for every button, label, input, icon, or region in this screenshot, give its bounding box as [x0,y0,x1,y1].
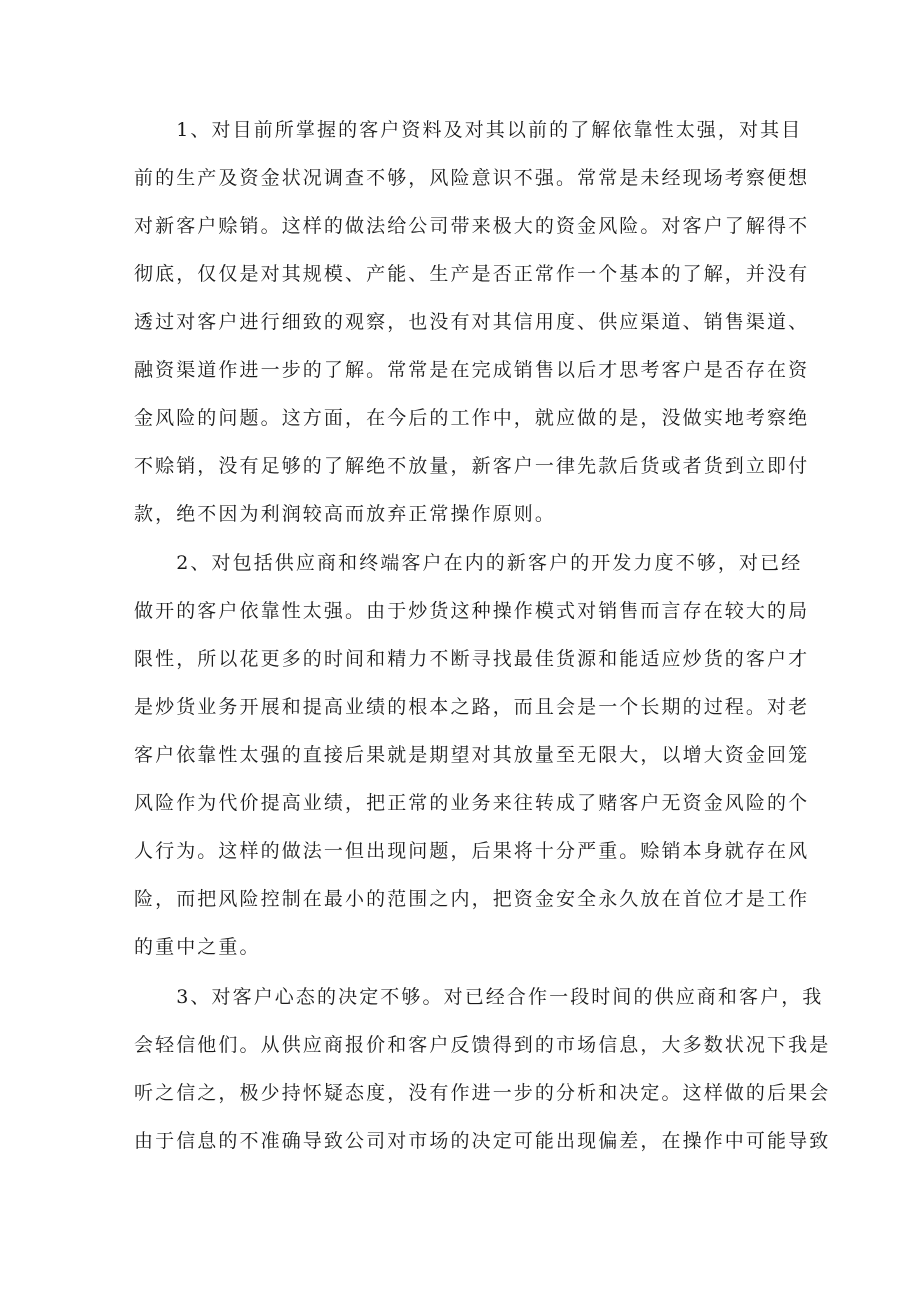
paragraph-line: 做开的客户依靠性太强。由于炒货这种操作模式对销售而言存在较大的局 [134,600,810,622]
paragraph-line: 金风险的问题。这方面，在今后的工作中，就应做的是，没做实地考察绝 [134,407,810,429]
paragraph-line: 由于信息的不准确导致公司对市场的决定可能出现偏差，在操作中可能导致 [134,1130,831,1152]
paragraph-line: 2、对包括供应商和终端客户在内的新客户的开发力度不够，对已经 [134,552,803,574]
paragraph-1 [134,106,814,538]
paragraph-line: 前的生产及资金状况调查不够，风险意识不强。常常是未经现场考察便想 [134,167,810,189]
paragraph-line: 人行为。这样的做法一但出现问题，后果将十分严重。赊销本身就存在风 [134,840,810,862]
paragraph-line: 彻底，仅仅是对其规模、产能、生产是否正常作一个基本的了解，并没有 [134,263,810,285]
paragraph-line: 对新客户赊销。这样的做法给公司带来极大的资金风险。对客户了解得不 [134,215,810,237]
paragraph-line: 3、对客户心态的决定不够。对已经合作一段时间的供应商和客户，我 [134,986,824,1008]
paragraph-line: 险，而把风险控制在最小的范围之内，把资金安全永久放在首位才是工作 [134,888,810,910]
paragraph-line: 的重中之重。 [134,936,261,958]
paragraph-line: 是炒货业务开展和提高业绩的根本之路，而且会是一个长期的过程。对老 [134,696,810,718]
paragraph-2 [134,539,814,971]
paragraph-line: 客户依靠性太强的直接后果就是期望对其放量至无限大，以增大资金回笼 [134,744,810,766]
paragraph-line: 不赊销，没有足够的了解绝不放量，新客户一律先款后货或者货到立即付 [134,455,810,477]
paragraph-3 [134,973,831,1165]
paragraph-line: 限性，所以花更多的时间和精力不断寻找最佳货源和能适应炒货的客户才 [134,648,810,670]
paragraph-line: 款，绝不因为利润较高而放弃正常操作原则。 [134,503,557,525]
paragraph-line: 风险作为代价提高业绩，把正常的业务来往转成了赌客户无资金风险的个 [134,792,810,814]
paragraph-line: 透过对客户进行细致的观察，也没有对其信用度、供应渠道、销售渠道、 [134,311,810,333]
paragraph-line: 会轻信他们。从供应商报价和客户反馈得到的市场信息，大多数状况下我是 [134,1034,831,1056]
paragraph-line: 融资渠道作进一步的了解。常常是在完成销售以后才思考客户是否存在资 [134,359,810,381]
paragraph-line: 1、对目前所掌握的客户资料及对其以前的了解依靠性太强，对其目 [134,119,803,141]
paragraph-line: 听之信之，极少持怀疑态度，没有作进一步的分析和决定。这样做的后果会 [134,1082,831,1104]
